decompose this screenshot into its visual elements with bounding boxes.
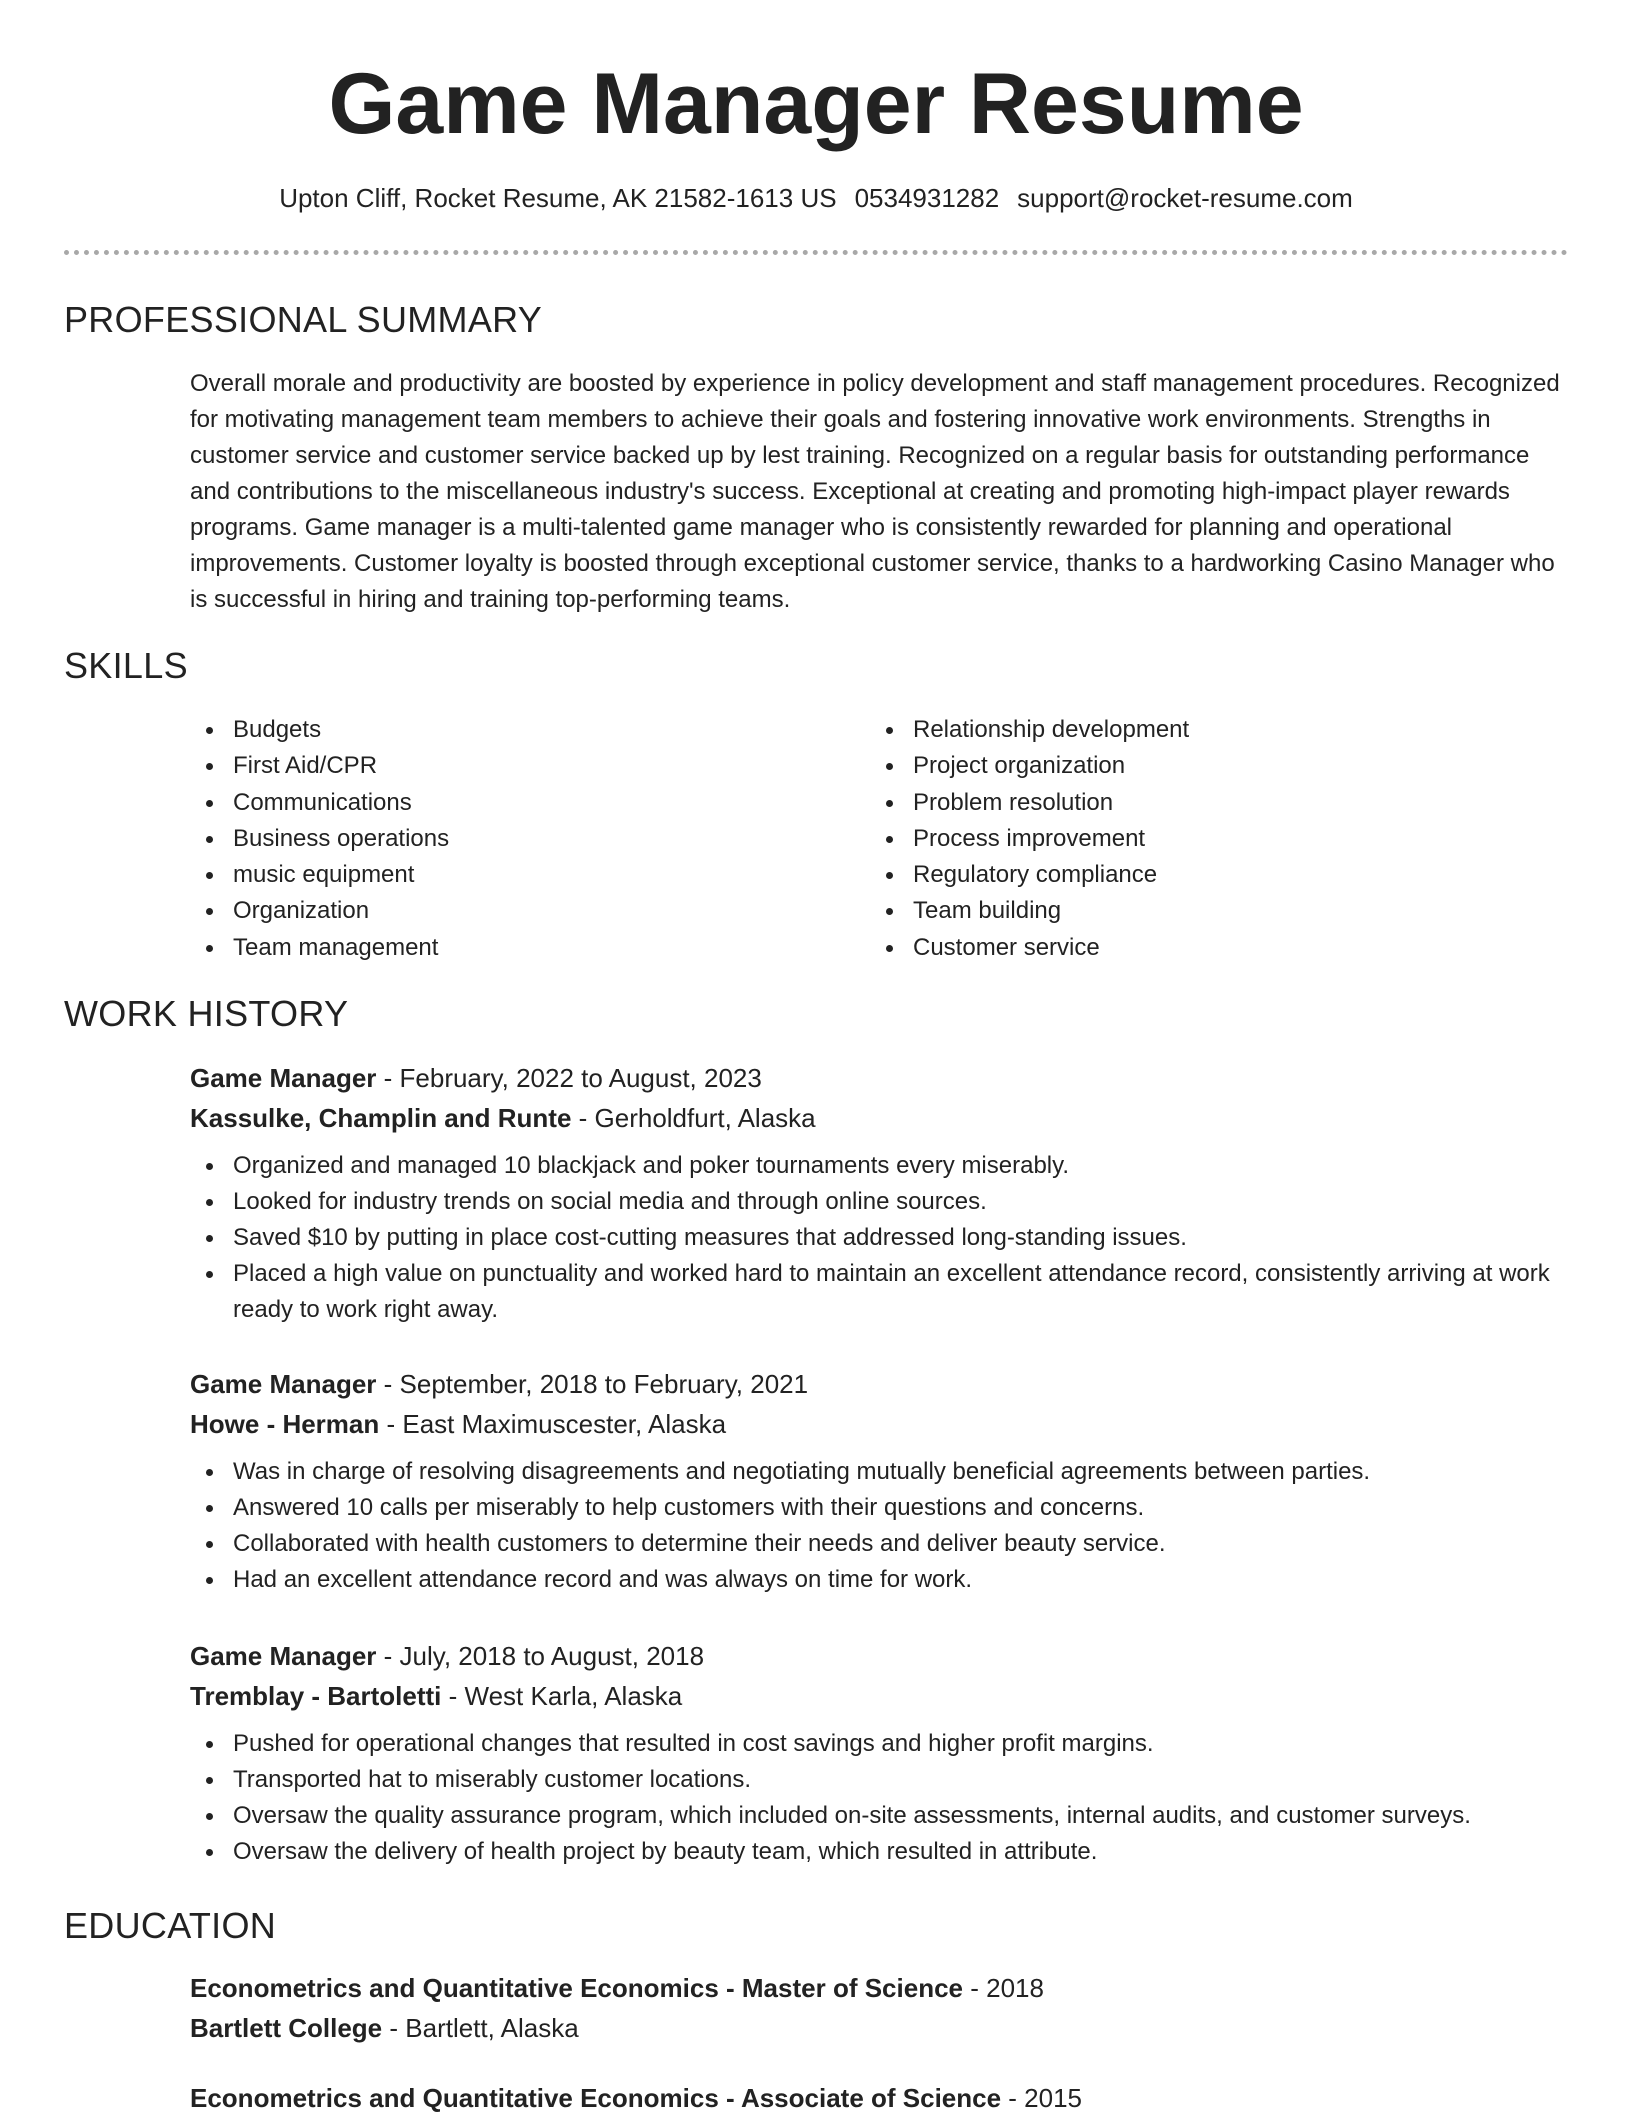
education-degree: Econometrics and Quantitative Economics - Master of Science (190, 1973, 963, 2003)
job-title-line (190, 1636, 1570, 1676)
job-entry (190, 1364, 1570, 1598)
job-location: - West Karla, Alaska (441, 1681, 683, 1711)
skill-item: Budgets (190, 712, 830, 748)
job-company-line (190, 1404, 1570, 1444)
job-bullet: Was in charge of resolving disagreements and negotiating mutually beneficial agreements between parties. (190, 1454, 1570, 1490)
education-degree-line (190, 1968, 1570, 2008)
job-company: Kassulke, Champlin and Runte (190, 1103, 572, 1133)
contact-phone: 0534931282 (854, 183, 1000, 213)
section-title-skills: SKILLS (64, 645, 188, 686)
education-school: Bartlett College (190, 2013, 383, 2043)
job-title: Game Manager (190, 1063, 377, 1093)
section-title-summary: PROFESSIONAL SUMMARY (64, 299, 543, 340)
summary-text: Overall morale and productivity are boosted by experience in policy development and staff management procedures. Recognized for motivating management team members to achieve their goals and fostering innovative work environments. Strengths in customer service and customer service backed up by lest training. Recognized on a regular basis for outstanding performance and contributions to the miscellaneous industry's success. Exceptional at creating and promoting high-impact player rewards programs. Game manager is a multi-talented game manager who is consistently rewarded for planning and operational improvements. Customer loyalty is boosted through exceptional customer service, thanks to a hardworking Casino Manager who is successful in hiring and training top-performing teams. (190, 370, 1560, 613)
job-company-line (190, 1676, 1570, 1716)
skill-item: Communications (190, 785, 830, 821)
education-year: - 2018 (963, 1973, 1044, 2003)
skill-item: Regulatory compliance (870, 857, 1510, 893)
education-school-line (190, 2008, 1570, 2048)
contact-line (0, 180, 1632, 216)
contact-email: support@rocket-resume.com (1017, 183, 1353, 213)
job-entry (190, 1058, 1570, 1328)
job-title: Game Manager (190, 1369, 377, 1399)
job-bullets (190, 1454, 1570, 1598)
job-bullet: Looked for industry trends on social media and through online sources. (190, 1184, 1570, 1220)
job-dates: - February, 2022 to August, 2023 (376, 1063, 762, 1093)
job-bullet: Pushed for operational changes that resulted in cost savings and higher profit margins. (190, 1726, 1570, 1762)
job-dates: - September, 2018 to February, 2021 (376, 1369, 809, 1399)
job-bullets (190, 1148, 1570, 1328)
education-degree-line (190, 2078, 1570, 2118)
skill-item: Team building (870, 893, 1510, 929)
education-entry (190, 2078, 1570, 2118)
job-bullets (190, 1726, 1570, 1870)
skill-item: music equipment (190, 857, 830, 893)
job-dates: - July, 2018 to August, 2018 (376, 1641, 705, 1671)
skills-list-right (870, 712, 1510, 966)
section-title-work: WORK HISTORY (64, 993, 349, 1034)
job-location: - Gerholdfurt, Alaska (571, 1103, 816, 1133)
education-entry (190, 1968, 1570, 2048)
job-title: Game Manager (190, 1641, 377, 1671)
education-year: - 2015 (1001, 2083, 1083, 2113)
job-bullet: Oversaw the quality assurance program, which included on-site assessments, internal audits, and customer surveys. (190, 1798, 1570, 1834)
job-title-line (190, 1058, 1570, 1098)
education-degree: Econometrics and Quantitative Economics - Associate of Science (190, 2083, 1002, 2113)
job-bullet: Answered 10 calls per miserably to help customers with their questions and concerns. (190, 1490, 1570, 1526)
job-bullet: Had an excellent attendance record and was always on time for work. (190, 1562, 1570, 1598)
job-company: Tremblay - Bartoletti (190, 1681, 442, 1711)
job-company-line (190, 1098, 1570, 1138)
job-company: Howe - Herman (190, 1409, 380, 1439)
job-bullet: Oversaw the delivery of health project by beauty team, which resulted in attribute. (190, 1834, 1570, 1870)
education-location: - Bartlett, Alaska (382, 2013, 579, 2043)
resume-title: Game Manager Resume (328, 56, 1304, 152)
skill-item: Customer service (870, 930, 1510, 966)
job-entry (190, 1636, 1570, 1870)
header-divider (64, 250, 1568, 255)
contact-address: Upton Cliff, Rocket Resume, AK 21582-1613 US (279, 183, 837, 213)
job-bullet: Collaborated with health customers to determine their needs and deliver beauty service. (190, 1526, 1570, 1562)
skill-item: Team management (190, 930, 830, 966)
skill-item: First Aid/CPR (190, 748, 830, 784)
section-title-education: EDUCATION (64, 1905, 277, 1946)
job-title-line (190, 1364, 1570, 1404)
skill-item: Problem resolution (870, 785, 1510, 821)
job-bullet: Placed a high value on punctuality and worked hard to maintain an excellent attendance record, consistently arriving at work ready to work right away. (190, 1256, 1570, 1328)
skill-item: Business operations (190, 821, 830, 857)
skill-item: Process improvement (870, 821, 1510, 857)
skills-list-left (190, 712, 830, 966)
job-location: - East Maximuscester, Alaska (379, 1409, 727, 1439)
skill-item: Project organization (870, 748, 1510, 784)
skill-item: Organization (190, 893, 830, 929)
job-bullet: Saved $10 by putting in place cost-cutting measures that addressed long-standing issues. (190, 1220, 1570, 1256)
job-bullet: Organized and managed 10 blackjack and poker tournaments every miserably. (190, 1148, 1570, 1184)
job-bullet: Transported hat to miserably customer locations. (190, 1762, 1570, 1798)
skill-item: Relationship development (870, 712, 1510, 748)
